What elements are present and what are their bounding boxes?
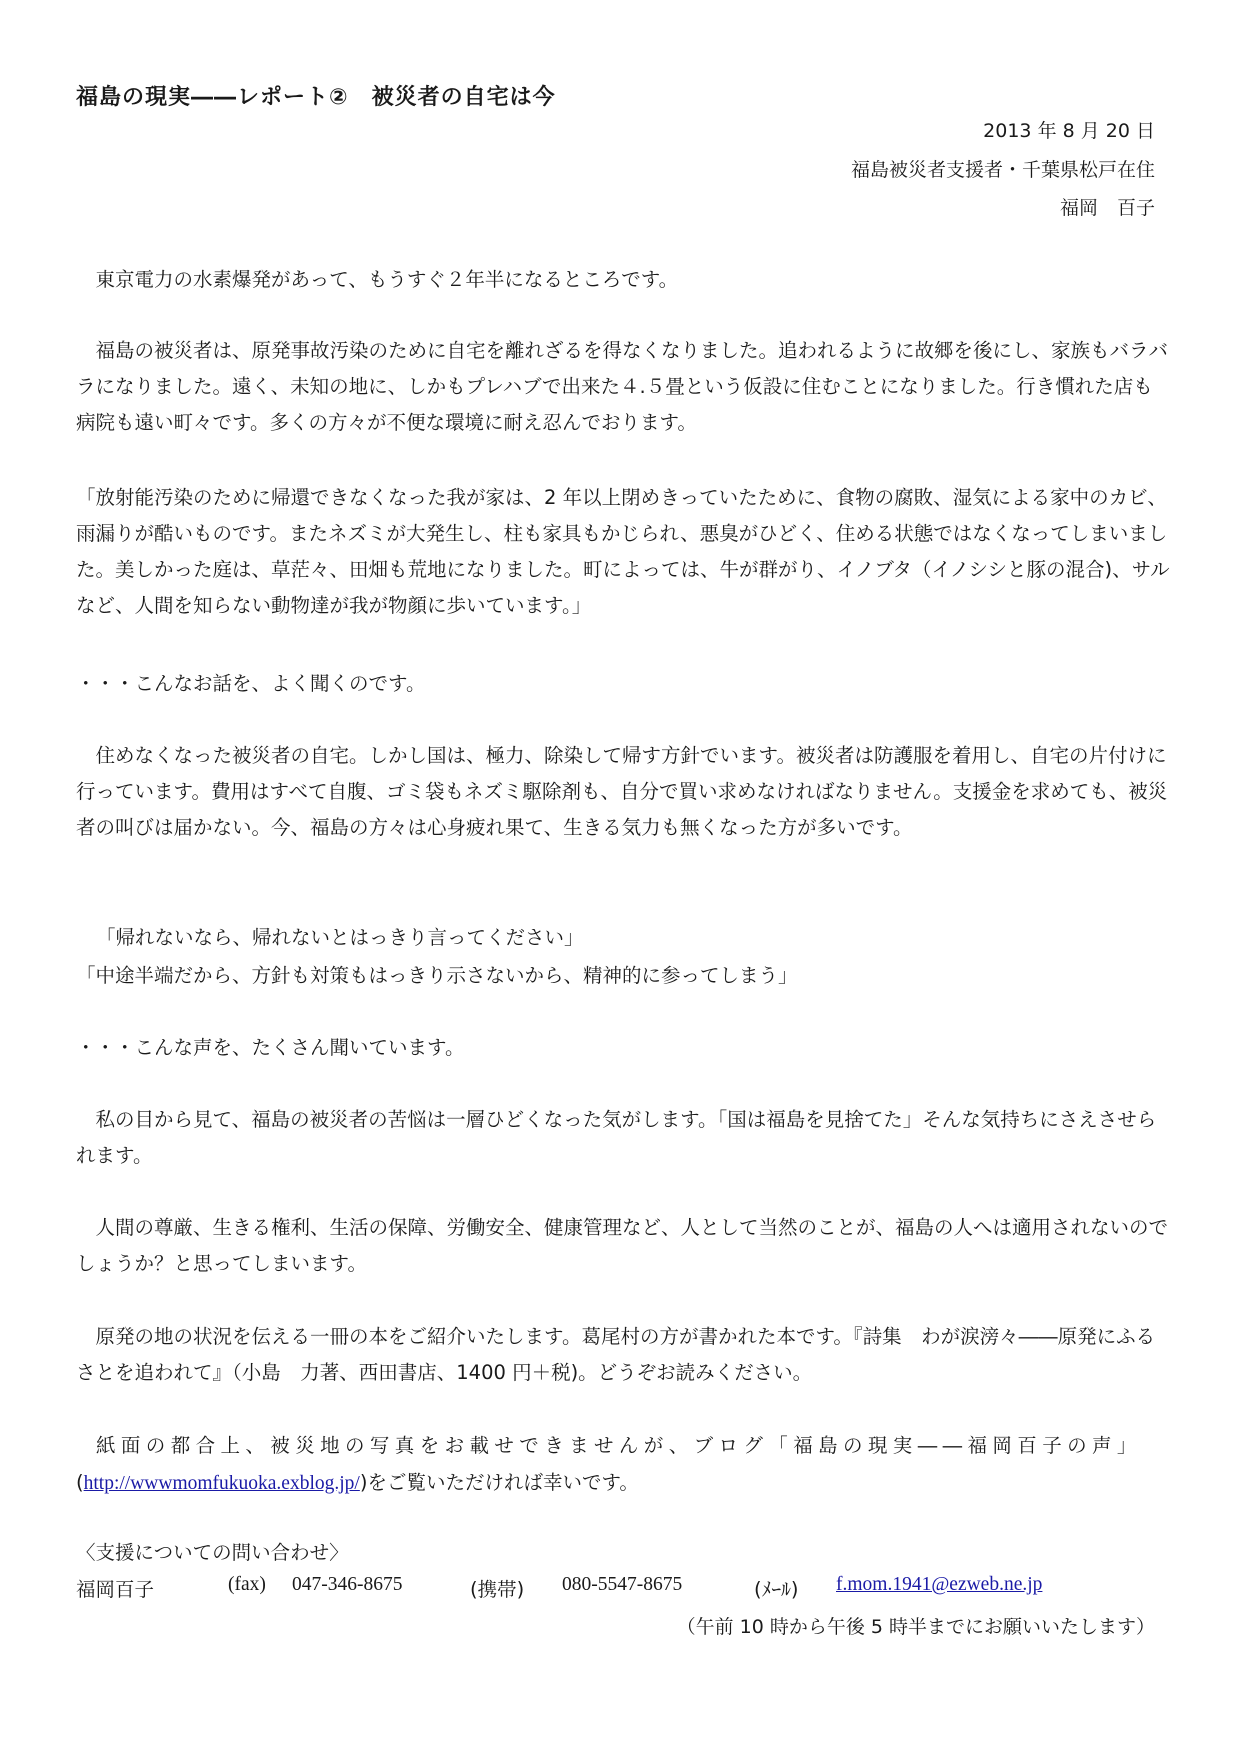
contact-name: 福岡百子 (76, 1578, 155, 1601)
email-link[interactable]: f.mom.1941@ezweb.ne.jp (836, 1574, 1043, 1595)
contact-hours: （午前 10 時から午後 5 時半までにお願いいたします） (676, 1616, 1155, 1638)
paragraph-1: 東京電力の水素爆発があって、もうすぐ２年半になるところです。 (95, 268, 679, 291)
date: 2013 年 8 月 20 日 (983, 120, 1155, 142)
quote-1: 「帰れないなら、帰れないとはっきり言ってください」 (96, 926, 584, 949)
page-title: 福島の現実――レポート② 被災者の自宅は今 (76, 85, 556, 110)
paragraph-7: 私の目から見て、福島の被災者の苦悩は一層ひどくなった気がします。「国は福島を見捨てた」そんな気持ちにさえさせられます。 (76, 1108, 1157, 1167)
author-name: 福岡 百子 (1059, 197, 1155, 219)
paragraph-6: ・・・こんな声を、たくさん聞いています。 (76, 1036, 465, 1059)
mobile-number: 080‐5547‐8675 (562, 1574, 683, 1595)
fax-label: (fax) (228, 1574, 266, 1595)
paragraph-8: 人間の尊厳、生きる権利、生活の保障、労働安全、健康管理など、人として当然のことが、福島の人へは適用されないのでしょうか？と思ってしまいます。 (76, 1216, 1169, 1275)
paragraph-2: 福島の被災者は、原発事故汚染のために自宅を離れざるを得なくなりました。追われるように故郷を後にし、家族もバラバラになりました。遠く、未知の地に、しかもプレハブで出来た４.５畳という仮設に住むことになりました。行き慣れた店も病院も遠い町々です。多くの方々が不便な環境に耐え忍んでおります。 (76, 339, 1169, 434)
mail-label: (ﾒｰﾙ) (754, 1578, 799, 1601)
paragraph-10-line-2 (76, 1467, 639, 1495)
fax-number: 047‐346‐8675 (292, 1574, 403, 1595)
paragraph-3: 「放射能汚染のために帰還できなくなった我が家は、2 年以上閉めきっていたために、食物の腐敗、湿気による家中のカビ、雨漏りが酷いものです。またネズミが大発生し、柱も家具もかじられ、悪臭がひどく、住める状態ではなくなってしまいました。美しかった庭は、草茫々、田畑も荒地になりました。町によっては、牛が群がり、イノブタ（イノシシと豚の混合)、サルなど、人間を知らない動物達が我が物顔に歩いています。」 (76, 486, 1170, 617)
paragraph-9: 原発の地の状況を伝える一冊の本をご紹介いたします。葛尾村の方が書かれた本です。『詩集 わが涙滂々――原発にふるさとを追われて』（小島 力著、西田書店、1400 円＋税)。どうぞお読みください。 (76, 1325, 1156, 1384)
blog-link[interactable]: http://wwwmomfukuoka.exblog.jp/ (83, 1473, 360, 1494)
paragraph-10-rest: )をご覧いただければ幸いです。 (359, 1471, 639, 1494)
quote-2: 「中途半端だから、方針も対策もはっきり示さないから、精神的に参ってしまう」 (76, 964, 798, 987)
author-role: 福島被災者支援者・千葉県松戸在住 (850, 159, 1155, 181)
paragraph-4: ・・・こんなお話を、よく聞くのです。 (76, 672, 426, 695)
paragraph-5: 住めなくなった被災者の自宅。しかし国は、極力、除染して帰す方針でいます。被災者は防護服を着用し、自宅の片付けに行っています。費用はすべて自腹、ゴミ袋もネズミ駆除剤も、自分で買い求めなければなりません。支援金を求めても、被災者の叫びは届かない。今、福島の方々は心身疲れ果て、生きる気力も無くなった方が多いです。 (76, 744, 1168, 839)
paragraph-10-line-1: 紙面の都合上、被災地の写真をお載せできませんが、ブログ「福島の現実――福岡百子の声」 (96, 1434, 1142, 1457)
contact-heading: 〈支援についての問い合わせ〉 (76, 1541, 349, 1564)
paren-open: ( (76, 1471, 84, 1494)
mobile-label: (携帯) (470, 1578, 525, 1601)
